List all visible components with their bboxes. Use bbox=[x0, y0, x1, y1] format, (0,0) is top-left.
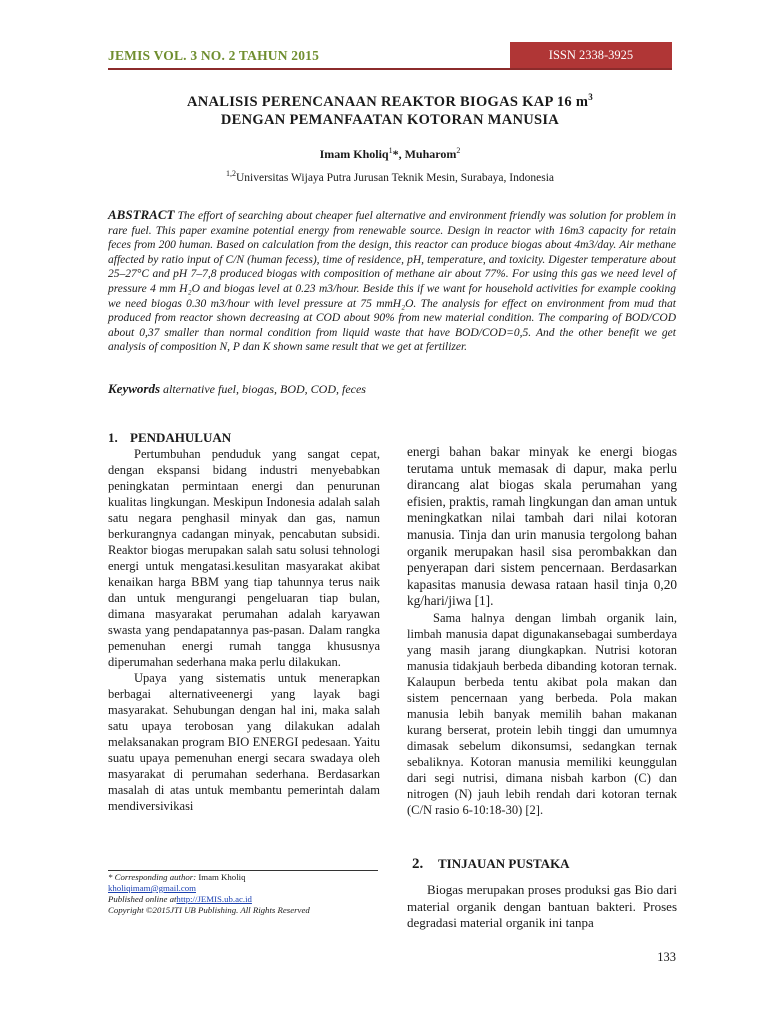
section-1-title: PENDAHULUAN bbox=[130, 430, 232, 445]
keywords-text: alternative fuel, biogas, BOD, COD, feces bbox=[160, 382, 366, 396]
paper-title bbox=[108, 88, 672, 129]
page-number: 133 bbox=[657, 950, 676, 964]
authors bbox=[108, 146, 672, 162]
paragraph: Sama halnya dengan limbah organik lain, limbah manusia dapat digunakansebagai sumberdaya yang masih jarang diungkapkan. Nutrisi kotoran manusia tidakjauh berbeda dibanding kotoran ternak. Kalaupun berbeda tentu akibat pola makan dan sistem pencernaan yang berbeda. Pola makan manusia lebih banyak memilih bahan makanan kurang berserat, protein lebih tinggi dan umumnya dimasak sebelum dikonsumsi, sedangkan ternak sebaliknya. Kotoran manusia memiliki keunggulan dari segi nutrisi, dimana nisbah karbon (C) dan nitrogen (N) jauh lebih rendah dari kotoran ternak (C/N rasio 6-10:18-30) [2]. bbox=[407, 610, 677, 817]
issn-badge: ISSN 2338-3925 bbox=[510, 42, 672, 68]
journal-header bbox=[108, 44, 672, 70]
left-column bbox=[108, 430, 380, 814]
section-2-title: TINJAUAN PUSTAKA bbox=[438, 856, 570, 871]
footnote-divider bbox=[108, 870, 378, 871]
author-email-link[interactable]: kholiqimam@gmail.com bbox=[108, 883, 196, 893]
author-1-mark: *, bbox=[392, 147, 405, 161]
affiliation-text: Universitas Wijaya Putra Jurusan Teknik Mesin, Surabaya, Indonesia bbox=[235, 171, 554, 184]
title-superscript: 3 bbox=[588, 92, 594, 102]
author-1-affil: 1 bbox=[388, 146, 393, 155]
published-label: Published online at bbox=[108, 894, 177, 904]
abstract-text: The effort of searching about cheaper fuel alternative and environment friendly was solution for problem in rare fuel. This paper examine potential energy from renewable source. Design in reactor with 16m3 capacity for retain feces from 200 human. Based on calculation from the design, this reactor can produce biogas about 4m3/day. Air methane affected by ratio input of C/N (human fecess), time of residence, pH, temperature, and toxicity. Digester temperature about 25–27°C and pH 7–7,8 produced biogas with composition of methane air about 77%. For using this gas we need level of pressure 4 mm H₂O and biogas level at 0.23 m3/hour. Beside this if we want for household activities for example cooking we need biogas 0.30 m3/hour with level pressure at 75 mmH₂O. The analysis for effect on environment from mud that produced from reactor shown decreasing at COD about 90% from new material condition. The comparing of BOD/COD about 0,37 smaller than normal condition from liquid waste that have BOD/COD=0,5. And the other benefit we get analysis of composition N, P dan K shown same result that we get at fertilizer. bbox=[108, 210, 676, 354]
paragraph: Pertumbuhan penduduk yang sangat cepat, dengan ekspansi bidang industri menyebabkan peningkatan permintaan energi dan penurunan kualitas lingkungan. Meskipun Indonesia adalah salah satu negara penghasil minyak dan gas, namun berkurangnya cadangan minyak, pencabutan subsidi. Reaktor biogas merupakan salah satu solusi tehnologi energi untuk mengatasi.kesulitan masyarakat akibat kenaikan harga BBM yang tiap tahunnya terus naik dan untuk mengurangi pengeluaran tiap bulan, dimana masyarakat perumahan adalah karyawan swasta yang pendapatannya pas-pasan. Dalam rangka pemenuhan energi rumah tangga khususnya diperumahan sederhana maka perlu dilakukan. bbox=[108, 447, 380, 669]
title-line-2: DENGAN PEMANFAATAN KOTORAN MANUSIA bbox=[220, 111, 560, 128]
copyright: Copyright ©2015JTI UB Publishing. All Rights Reserved bbox=[108, 905, 310, 915]
paragraph: Upaya yang sistematis untuk menerapkan berbagai alternativeenergi yang layak bagi masyarakat. Sehubungan dengan hal ini, maka salah satu upaya terobosan yang dilakukan adalah melaksanakan program BIO ENERGI pedesaan. Yaitu suatu upaya pemenuhan energi secara swadaya oleh masyarakat di perumahan sederhana. Berdasarkan masalah di atas untuk membantu pemerintah dalam mendiversivikasi bbox=[108, 671, 380, 813]
journal-url-link[interactable]: http://JEMIS.ub.ac.id bbox=[176, 894, 252, 904]
author-2-affil: 2 bbox=[456, 146, 461, 155]
affiliation-marker: 1,2 bbox=[225, 169, 236, 178]
paragraph: Biogas merupakan proses produksi gas Bio dari material organik dengan bantuan bakteri. Proses degradasi material organik ini tanpa bbox=[407, 882, 677, 931]
author-1: Imam Kholiq bbox=[319, 147, 389, 161]
right-column bbox=[407, 444, 677, 818]
section-2-heading bbox=[412, 856, 674, 873]
section-2-body bbox=[407, 882, 677, 932]
corresponding-label: * Corresponding author: bbox=[108, 872, 197, 882]
corresponding-name: Imam Kholiq bbox=[196, 872, 246, 882]
title-line-1: ANALISIS PERENCANAAN REAKTOR BIOGAS KAP 16 m bbox=[186, 93, 589, 110]
abstract bbox=[108, 208, 676, 355]
affiliation bbox=[108, 169, 672, 184]
paragraph: energi bahan bakar minyak ke energi biogas terutama untuk memasak di dapur, maka perlu dirancang alat biogas skala perumahan yang efisien, praktis, ramah lingkungan dan aman untuk meningkatkan nilai tambah dari nilai kotoran manusia. Tinja dan urin manusia tergolong bahan organik merupakan hasil sisa perombakkan dan penyerapan dari sistem pencernaan. Berdasarkan kapasitas manusia dewasa rataan hasil tinja 0,20 kg/hari/jiwa [1]. bbox=[407, 444, 677, 609]
keywords-label: Keywords bbox=[108, 381, 160, 396]
keywords bbox=[108, 381, 676, 397]
abstract-label: ABSTRACT bbox=[108, 207, 175, 222]
footnote bbox=[108, 872, 388, 916]
journal-name: JEMIS VOL. 3 NO. 2 TAHUN 2015 bbox=[108, 48, 320, 63]
section-1-number: 1. bbox=[108, 430, 118, 445]
section-1-heading bbox=[108, 430, 380, 446]
author-2: Muharom bbox=[404, 147, 457, 161]
section-2-number: 2. bbox=[412, 856, 424, 872]
